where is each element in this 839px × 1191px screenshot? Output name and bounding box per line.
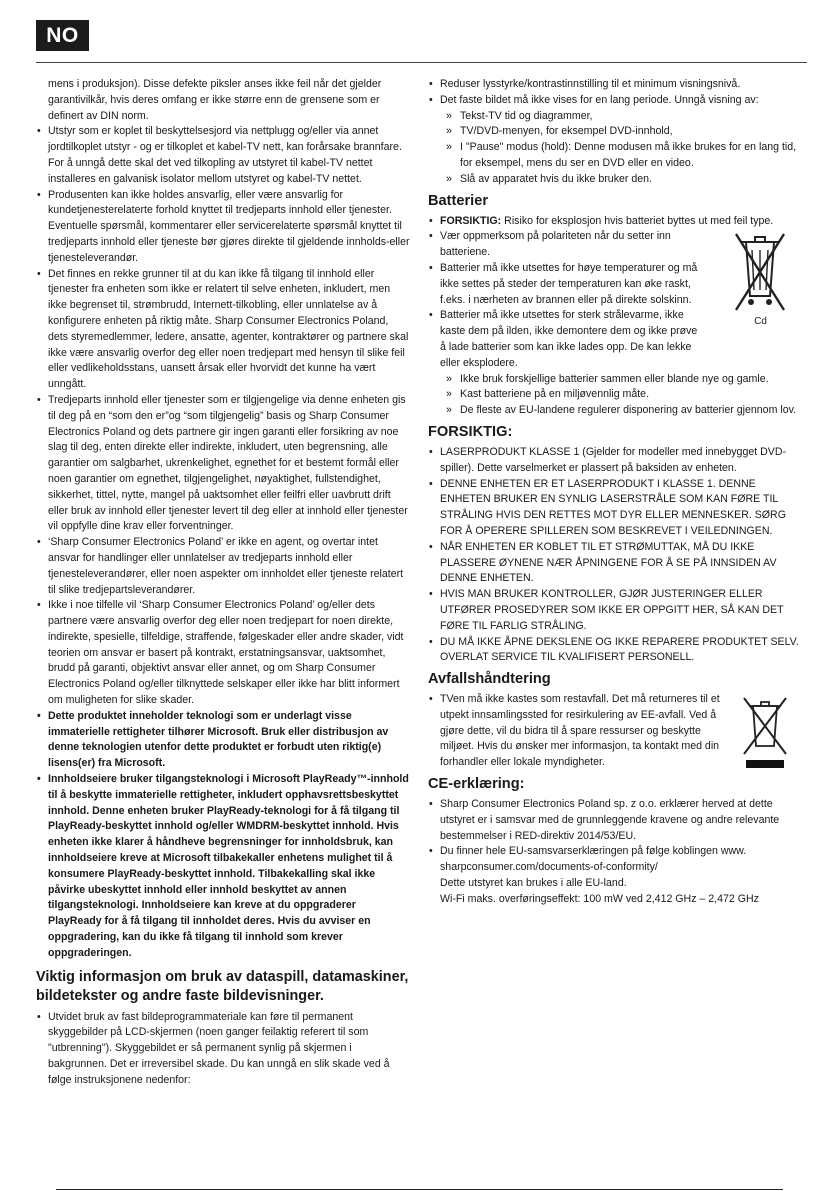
- section-heading-batterier: Batterier: [428, 192, 489, 209]
- list-item: • Batterier må ikke utsettes for høye temperaturer og må ikke settes på steder der temperaturen kan øke raskt, f.eks. i nærheten av brannen eller på direkte solskinn.: [428, 261, 702, 308]
- right-bullet-list: [428, 77, 804, 188]
- crossed-bin-icon: [732, 228, 788, 318]
- list-item: • Det faste bildet må ikke vises for en lang periode. Unngå visning av:: [428, 93, 804, 109]
- continued-paragraph: mens i produksjon). Disse defekte piksler anses ikke feil når det gjelder garantivilkår, hvis deres omfang er ikke større enn de grensene som er definert av DIN norm.: [48, 78, 382, 122]
- list-item: • Utvidet bruk av fast bildeprogrammateriale kan føre til permanent skyggebilder på LCD-skjermen (noen ganger feilaktig referert til som "utbrenning"). Skyggebildet er så permanent synlig på skjermen i bakgrunnen. Det er irreversibel skade. Du kan unngå en slik skade ved å følge instruksjonene nedenfor:: [36, 1010, 411, 1089]
- list-item: • Sharp Consumer Electronics Poland sp. z o.o. erklærer herved at dette utstyret er i samsvar med de grunnleggende kravene og andre relevante bestemmelser i RED-direktiv 2014/53/EU.: [428, 797, 804, 844]
- left-column: [36, 77, 411, 1089]
- list-item: • LASERPRODUKT KLASSE 1 (Gjelder for modeller med innebygget DVD-spiller). Dette varselmerket er plassert på baksiden av enheten.: [428, 445, 804, 477]
- waste-section: [428, 692, 804, 771]
- forsiktig-list: [428, 445, 804, 666]
- battery-section: [428, 214, 804, 419]
- list-item: • Utstyr som er koplet til beskyttelsesjord via nettplugg og/eller via annet jordtilkoplet utstyr - og er tilkoplet et kabel-TV nett, kan forårsake brannfare. For å unngå dette skal det ved tilkopling av utstyret til kabel-TV nettet installeres en galvanisk isolator mellom utstyret og kabel-TV nettet.: [36, 124, 411, 187]
- list-item: • Produsenten kan ikke holdes ansvarlig, eller være ansvarlig for kundetjenesterelaterte forhold knyttet til tredjeparts innhold eller tjenester. Eventuelle spørsmål, kommentarer eller servicerelaterte spørsmål knyttet til tredjeparts innhold eller tjeneste bør gjøres direkte til gjeldende innholds-eller tjenesteleverandør.: [36, 188, 411, 267]
- list-item: • Ikke i noe tilfelle vil ‘Sharp Consumer Electronics Poland’ og/eller dets partnere være ansvarlig overfor deg eller noen tredjepart for noen direkte, indirekte, spesielle, tilfeldige, straffende, følgeskader eller andre skader, vidt teorien om ansvar er basert på kontrakt, erstatningsansvar, uaktsomhet, brudd på garanti, objektivt ansvar eller annet, og om Sharp Consumer Electronics Poland og/eller tilknyttede selskaper eller ikke har blitt informert om muligheten for slike skader.: [36, 598, 411, 709]
- left-bullet-list: [36, 77, 411, 962]
- viktig-list: [36, 1010, 411, 1089]
- list-item: • Det finnes en rekke grunner til at du kan ikke få tilgang til innhold eller tjenester fra enheten som ikke er relatert til selve enheten, inkludert, men ikke begrenset til, strømbrudd, Internett-tilkobling, eller unnlatelse av å konfigurere enheten på riktig måte. Sharp Consumer Electronics Poland, dets styremedlemmer, ledere, ansatte, agenter, kontraktører og partnere skal ikke være ansvarlig overfor deg eller noen tredjepart med hensyn til slike feil eller vedlikeholdsstans, uansett årsak eller hvorvidt det kunne ha vært unngått.: [36, 267, 411, 393]
- sub-list-item: » Tekst-TV tid og diagrammer,: [428, 109, 804, 125]
- sub-list-item: » I "Pause" modus (hold): Denne modusen må ikke brukes for en lang tid, for eksempel, mens du ser en DVD eller en video.: [428, 140, 804, 172]
- sub-list-item: » Ikke bruk forskjellige batterier sammen eller blande nye og gamle.: [428, 372, 804, 388]
- section-heading-viktig: Viktig informasjon om bruk av dataspill, datamaskiner, bildetekster og andre faste bildevisninger.: [36, 968, 409, 1004]
- ce-wifi-line: Wi-Fi maks. overføringseffekt: 100 mW ved 2,412 GHz – 2,472 GHz: [440, 892, 759, 905]
- list-item: • Dette produktet inneholder teknologi som er underlagt visse immaterielle rettigheter tilhører Microsoft. Bruk eller distribusjon av denne teknologien utenfor dette produktet er forbudt uten riktig(e) lisens(er) fra Microsoft.: [36, 709, 411, 772]
- section-heading-avfall: Avfallshåndtering: [428, 671, 551, 688]
- weee-bin-icon: [740, 694, 790, 770]
- sub-list-item: » Kast batteriene på en miljøvennlig måte.: [428, 387, 804, 403]
- list-item: • DU MÅ IKKE ÅPNE DEKSLENE OG IKKE REPARERE PRODUKTET SELV. OVERLAT SERVICE TIL KVALIFISERT PERSONELL.: [428, 635, 804, 667]
- language-badge: NO: [36, 20, 89, 51]
- list-item: • Batterier må ikke utsettes for sterk strålevarme, ikke kaste dem på ilden, ikke demontere dem og ikke prøve å lade batterier som kan ikke lades opp. De kan lekke eller eksplodere.: [428, 308, 702, 371]
- sub-list-item: » Slå av apparatet hvis du ikke bruker den.: [428, 172, 804, 188]
- list-item: • HVIS MAN BRUKER KONTROLLER, GJØR JUSTERINGER ELLER UTFØRER PROSEDYRER SOM IKKE ER OPPGITT HER, SÅ KAN DET FØRE TIL FARLIG STRÅLING.: [428, 587, 804, 634]
- list-item: • Tredjeparts innhold eller tjenester som er tilgjengelige via denne enheten gis til deg på en “som den er”og “som tilgjengelig” basis og Sharp Consumer Electronics Poland og dets partnere gir ingen garanti eller forsikring av noe slag til deg, enten direkte eller indirekte, inkludert, uten begrensning, alle garantier om salgbarhet, ukrenkelighet, egnethet for et bestemt formål eller noen garantier om egnethet, tilgjengelighet, nøyaktighet, fullstendighet, sikkerhet, tittel, nytte, mangel på uaktsomhet eller feilfri eller uavbrutt drift eller bruk av innhold eller tjenester levert til deg eller at innhold eller tjenester vil oppfylle dine krav eller forventninger.: [36, 393, 411, 535]
- sub-list-item: » De fleste av EU-landene regulerer disponering av batterier gjennom lov.: [428, 403, 804, 419]
- ce-list: [428, 797, 804, 908]
- caution-text: Risiko for eksplosjon hvis batteriet byttes ut med feil type.: [501, 214, 774, 227]
- footer-rule: [56, 1189, 783, 1190]
- header-rule: [36, 62, 807, 63]
- list-item: • NÅR ENHETEN ER KOBLET TIL ET STRØMUTTAK, MÅ DU IKKE PLASSERE ØYNENE NÆR ÅPNINGENE FOR Å SE PÅ INNSIDEN AV DENNE ENHETEN.: [428, 540, 804, 587]
- ce-eu-line: Dette utstyret kan brukes i alle EU-land.: [440, 877, 627, 890]
- list-item: • DENNE ENHETEN ER ET LASERPRODUKT I KLASSE 1. DENNE ENHETEN BRUKER EN SYNLIG LASERSTRÅLE SOM KAN FØRE TIL STRÅLING HVIS DEN RETTES MOT DYR ELLER MENNESKER. SØRG FOR Å OPERERE SPILLEREN SOM BESKREVET I VEILEDNINGEN.: [428, 477, 804, 540]
- section-heading-ce: CE-erklæring:: [428, 776, 525, 793]
- right-column: [428, 77, 804, 908]
- section-heading-forsiktig: FORSIKTIG:: [428, 423, 513, 440]
- ce-link-line: • Du finner hele EU-samsvarserklæringen på følge koblingen www.: [440, 845, 747, 858]
- sub-list-item: » TV/DVD-menyen, for eksempel DVD-innhold,: [428, 124, 804, 140]
- caution-label: FORSIKTIG:: [440, 214, 502, 227]
- ce-link-url: sharpconsumer.com/documents-of-conformity/: [440, 861, 658, 874]
- list-item: [428, 844, 804, 907]
- list-item: • TVen må ikke kastes som restavfall. Det må returneres til et utpekt innsamlingssted for resirkulering av EE-avfall. Ved å gjøre dette, vil du bidra til å spare ressurser og beskytte miljøet. Hvis du ønsker mer informasjon, ta kontakt med din forhandler eller lokale myndigheter.: [428, 692, 730, 771]
- list-item: • Reduser lysstyrke/kontrastinnstilling til et minimum visningsnivå.: [428, 77, 804, 93]
- list-item: • Innholdseiere bruker tilgangsteknologi i Microsoft PlayReady™-innhold til å beskytte immaterielle rettigheter, inkludert opphavsrettsbeskyttet innhold. Denne enheten bruker PlayReady-teknologi for å få tilgang til PlayReady-beskyttet innhold og/eller WMDRM-beskyttet innhold. Hvis enheten ikke klarer å håndheve begrensninger for innholdsbruk, kan innholdseiere kreve at Microsoft tilbakekaller enhetens mulighet til å konsumere PlayReady-beskyttet innhold. Tilbakekalling skal ikke påvirke ubeskyttet innhold eller innhold beskyttet av annen tilgangsteknologi. Innholdseiere kan kreve at du oppgraderer PlayReady for å få tilgang til innholdet deres. Hvis du avviser en oppgradering, kan du ikke få tilgang til innhold som krever oppgraderingen.: [36, 772, 411, 962]
- cd-label: Cd: [754, 315, 767, 327]
- list-item: • ‘Sharp Consumer Electronics Poland’ er ikke en agent, og overtar intet ansvar for handlinger eller unnlatelser av tredjeparts innhold eller tjenesteleverandører, eller noen aspekter om innholdet eller tjeneste relatert til slike tredjepartsleverandører.: [36, 535, 411, 598]
- list-item: • Vær oppmerksom på polariteten når du setter inn batteriene.: [428, 229, 702, 261]
